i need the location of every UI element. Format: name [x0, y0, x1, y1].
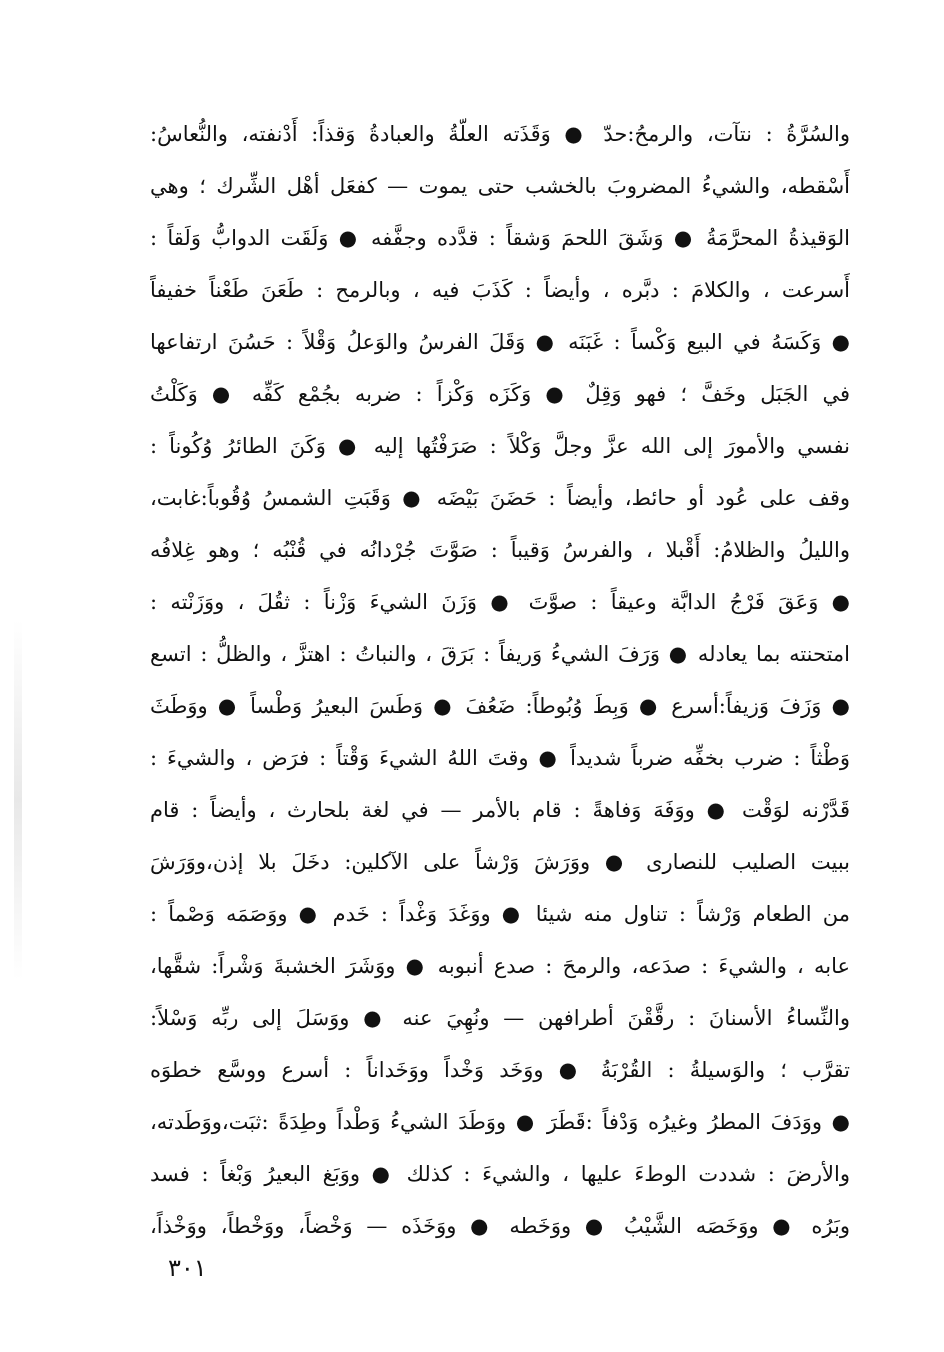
text-line: امتحنته بما يعادله ● وَرَفَ الشيءُ وَريفاً : بَرَقَ ، والنباتُ : اهتزَّ ، والظلُّ : اتسع: [150, 642, 850, 666]
text-line: والسُرَّةُ : نتآت، والرمحُ:حدّ ● وَقَذَته العلّةُ والعبادةُ وَقذاً: أَدْنفته، والنُّعاسُ:: [150, 122, 850, 146]
text-line: ● وَعَقَ فَرْجُ الدابَّة وعيقاً : صوَّتَ ● وَزَنَ الشيءَ وَزْناً : ثقُلَ ، ووَزَنْته :: [150, 590, 850, 614]
text-line: ● وَزَفَ وَزيفاً:أسرع ● وَبِطَ وُبُوطاً: ضَعُفَ ● وَطَسَ البعيرُ وَطْساً ● ووَطَثَ: [150, 694, 850, 718]
text-line: نفسي والأمورَ إلى الله عزَّ وجلَّ وَكْلاً : صَرَفْتُها إليه ● وَكَنَ الطائرُ وُكُوناً :: [150, 434, 850, 458]
text-line: ● وَكَسَهُ في البيع وَكْساً : غَبَنَه ● وَقَلَ الفرسُ والوَعلُ وَقْلاً : حَسُنَ ارتفاعها: [150, 330, 850, 354]
text-line: ● ووَدَفَ المطرُ وغيرُه وَدْفاً :قَطَرَ ● ووَطَدَ الشيءُ وَطْداً وطِدَةً :ثبَت،ووَطَدته،: [150, 1110, 850, 1134]
text-line: عابه ، والشيءَ : صدَعه، والرمحَ : صدع أنبوبه ● ووَشَرَ الخشبةَ وَشْراً: شقَّها،: [150, 954, 850, 978]
text-line: قَدَّرْنه لوَقْت ● ووَفَهَ وَفاهةً : قام بالأمر — في لغة بلحارث ، وأيضاً : قام: [150, 798, 850, 822]
text-line: والأرضَ : شددت الوطءَ عليها ، والشيءَ : كذلك ● ووَبَغ البعيرُ وَبْغاً : فسد: [150, 1162, 850, 1186]
page-number: ٣٠١: [168, 1254, 207, 1282]
main-text-block: [150, 108, 850, 1252]
text-line: في الجَبَل وخَفَّ ؛ فهو وَقِلٌ ● وَكَزَه وَكْزاً : ضربه بجُمْع كَفِّه ● وَكَلْتُ: [150, 382, 850, 406]
text-line: من الطعام وَرْشاً : تناول منه شيئا ● ووَغَدَ وَغْداً : خَدم ● ووَصَمَه وَصْماً :: [150, 902, 850, 926]
text-line: ببيت الصليب للنصارى ● ووَرَشَ وَرْشاً على الآكلين: دخَلَ بلا إذن،ووَرَشَ: [150, 850, 850, 874]
text-line: وبَرُه ● ووَخَصَه الشَّيْبُ ● ووَخَطه ● ووَخَذَه — وَخْضاً، ووَخْطاً، ووَخْذاً،: [150, 1214, 850, 1238]
text-line: وقف على عُود أو حائط، وأيضاً : حَضَنَ بَيْضَه ● وَقَبَتِ الشمسُ وُقُوباً:غابت،: [150, 486, 850, 510]
text-line: وَطْثاً : ضرب بخفِّه ضرباً شديداً ● وقتَ اللهُ الشيءَ وَقْتاً : فرَض ، والشيءَ :: [150, 746, 850, 770]
text-line: والليلُ والظلامُ: أَقْبلا ، والفرسُ وَقيباً : صَوَّتَ جُرْدانُه في قُنْبُه ؛ وهو غِلافُه: [150, 538, 850, 562]
text-line: تقرَّب ؛ والوَسيلةُ : القُرْبَةُ ● ووَخَد وَخْداً ووَخَداناً : أسرع ووسَّع خطوَه: [150, 1058, 850, 1082]
text-line: والنِّساءُ الأسنانَ : رقَّقْنَ أطرافهن — ونُهِيَ عنه ● ووَسَلَ إلى ربِّه وَسْلاً:: [150, 1006, 850, 1030]
page-edge-shadow: [14, 620, 22, 980]
text-line: أَسْقطه، والشيءُ المضروبَ بالخشب حتى يموت — كفعَل أهْل الشِّرك ؛ وهي: [150, 174, 850, 198]
text-line: الوَقيذةُ المحرَّمَةُ ● وَشَقَ اللحمَ وَشقاً : قدَّده وجفَّفه ● وَلَقَت الدوابُّ وَلَقاً :: [150, 226, 850, 250]
text-line: أَسرعت ، والكلامَ : دبَّره ، وأيضاً : كَذَبَ فيه ، وبالرمح : طَعَنَ طَعْناً خفيفاً: [150, 278, 850, 302]
